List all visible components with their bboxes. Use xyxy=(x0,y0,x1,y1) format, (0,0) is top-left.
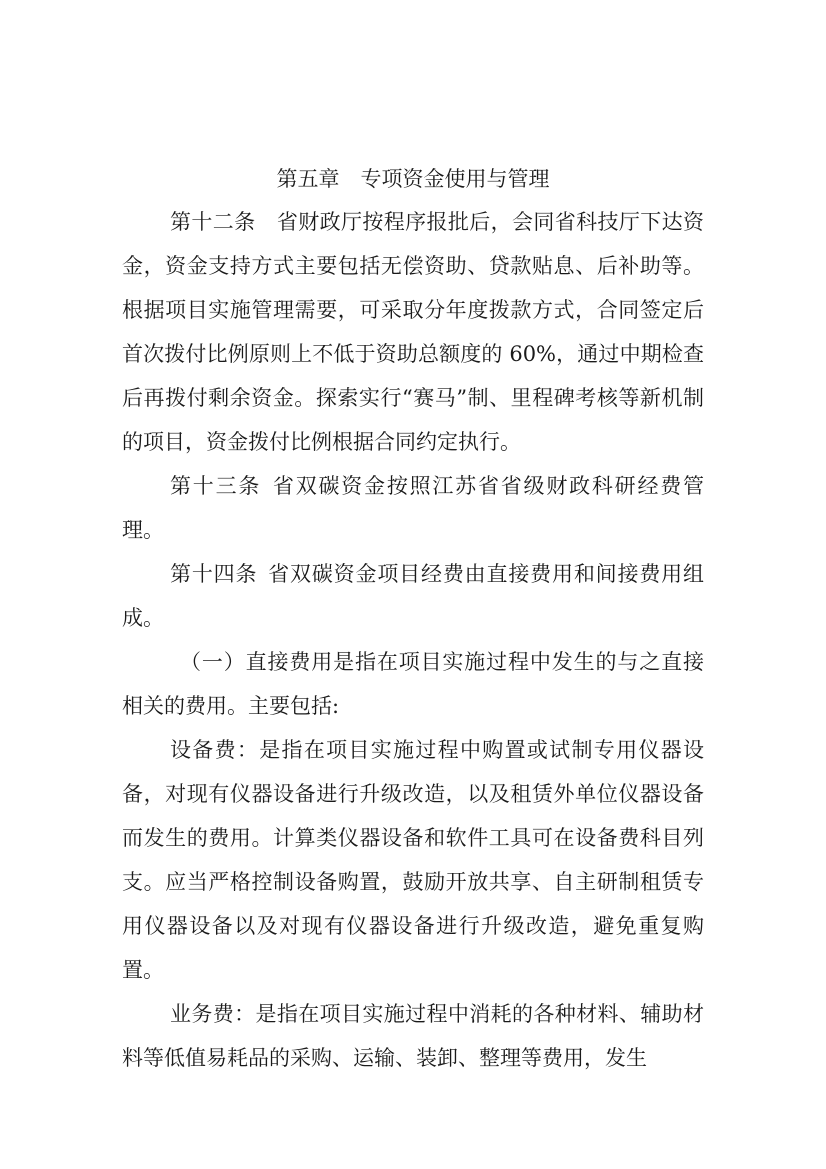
chapter-heading xyxy=(122,158,704,200)
item-direct-costs-label: （一） xyxy=(180,650,246,674)
article-12 xyxy=(122,200,704,464)
item-direct-costs-text: 直接费用是指在项目实施过程中发生的与之直接相关的费用。主要包括: xyxy=(122,650,704,718)
business-costs xyxy=(122,992,704,1080)
article-14-label: 第十四条 xyxy=(170,562,258,586)
equipment-costs-label: 设备费： xyxy=(170,738,260,762)
item-direct-costs xyxy=(122,640,704,728)
article-13 xyxy=(122,464,704,552)
business-costs-text: 是指在项目实施过程中消耗的各种材料、辅助材料等低值易耗品的采购、运输、装卸、整理等费用，发生 xyxy=(122,1002,704,1070)
article-14 xyxy=(122,552,704,640)
article-13-label: 第十三条 xyxy=(170,474,262,498)
equipment-costs-text: 是指在项目实施过程中购置或试制专用仪器设备，对现有仪器设备进行升级改造，以及租赁外单位仪器设备而发生的费用。计算类仪器设备和软件工具可在设备费科目列支。应当严格控制设备购置，鼓励开放共享、自主研制租赁专用仪器设备以及对现有仪器设备进行升级改造，避免重复购置。 xyxy=(122,738,704,982)
chapter-number: 第五章 xyxy=(276,167,340,191)
document-body xyxy=(122,158,704,1080)
article-13-text: 省双碳资金按照江苏省省级财政科研经费管理。 xyxy=(122,474,705,542)
article-12-text: 省财政厅按程序报批后，会同省科技厅下达资金，资金支持方式主要包括无偿资助、贷款贴息、后补助等。根据项目实施管理需要，可采取分年度拨款方式，合同签定后首次拨付比例原则上不低于资助总额度的 60%，通过中期检查后再拨付剩余资金。探索实行“赛马”制、里程碑考核等新机制的项目，资金拨付比例根据合同约定执行。 xyxy=(122,210,704,454)
chapter-title: 专项资金使用与管理 xyxy=(360,167,550,191)
business-costs-label: 业务费： xyxy=(170,1002,256,1026)
article-14-text: 省双碳资金项目经费由直接费用和间接费用组成。 xyxy=(122,562,705,630)
article-12-label: 第十二条 xyxy=(170,210,256,234)
equipment-costs xyxy=(122,728,704,992)
